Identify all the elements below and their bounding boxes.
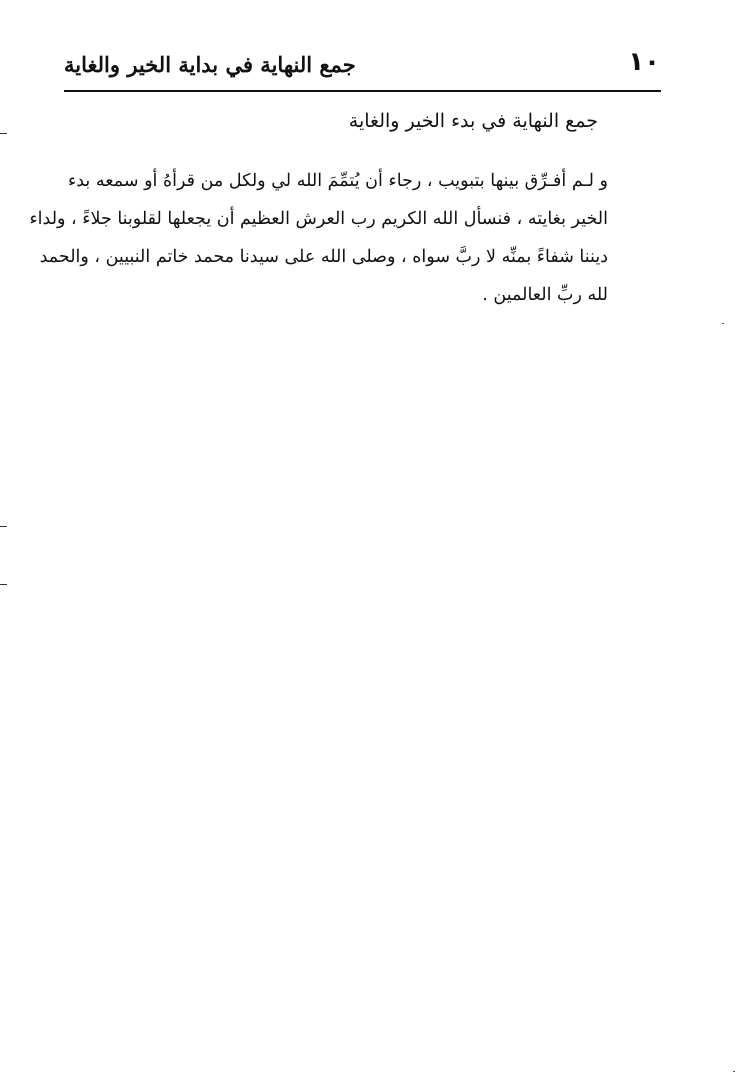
body-line-4: لله ربِّ العالمين . [482,285,608,305]
header-rule [64,90,661,92]
scan-edge-mark [0,584,7,585]
scan-edge-mark [0,133,7,134]
body-line-3: ديننا شفاءً بمنِّه لا ربَّ سواه ، وصلى الله على سيدنا محمد خاتم النبيين ، والحمد [39,247,608,267]
body-paragraph [29,162,608,314]
body-line-2: الخير بغايته ، فنسأل الله الكريم رب العرش العظيم أن يجعلها لقلوبنا جلاءً ، ولداء [29,209,608,229]
page-number: ١٠ [628,47,660,77]
running-title: جمع النهاية في بداية الخير والغاية [64,52,356,77]
scan-speck [722,323,724,324]
scan-speck [733,1071,735,1072]
body-line-1: و لـم أفـرِّق بينها بتبويب ، رجاء أن يُتمِّمَ الله لي ولكل من قرأهُ أو سمعه بدء [68,171,608,191]
page-header [64,44,660,88]
scan-edge-mark [0,526,7,527]
section-title: جمع النهاية في بدء الخير والغاية [348,110,598,132]
